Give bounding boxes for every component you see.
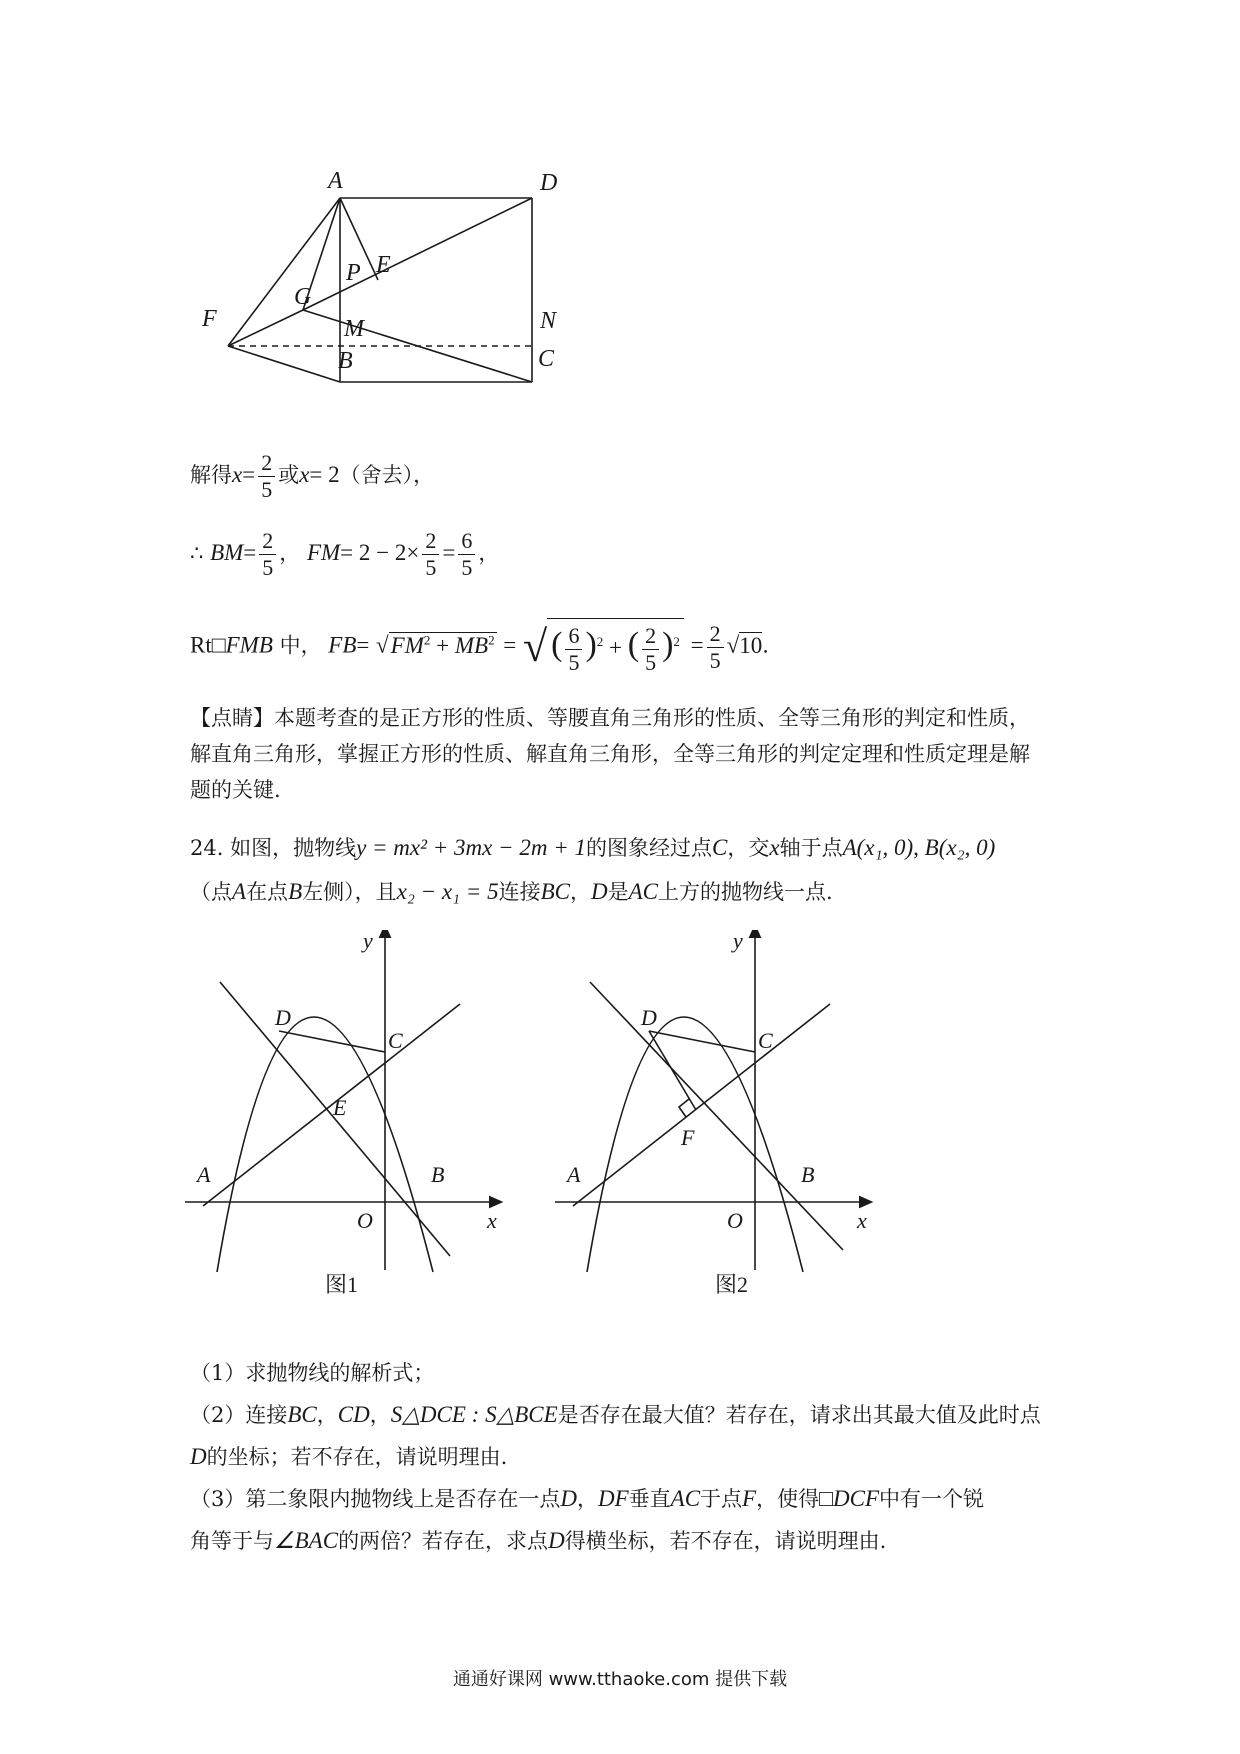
seg-fm: FM	[306, 540, 341, 565]
fraction-bm: $\frac{2}{5}$	[259, 528, 276, 581]
fig1-label-B: B	[431, 1162, 445, 1187]
comment-line-3: 题的关键.	[190, 778, 281, 802]
seg-bm: BM	[210, 540, 244, 565]
fig2-label-A: A	[567, 1162, 581, 1187]
text-sep: ，	[279, 541, 301, 565]
solution-line-1	[190, 450, 434, 503]
label-D: D	[540, 170, 558, 196]
question-2-line-2: D的坐标；若不存在，请说明理由.	[190, 1444, 508, 1469]
sqrt-ten: √10	[726, 632, 763, 658]
sqrt-expr-2: √ ( $\frac{6}{5}$ )$^2$ + ( $\frac{2}{5}$ )$^2$	[523, 618, 684, 676]
fig2-label-B: B	[801, 1162, 815, 1187]
op-eq: =	[356, 632, 370, 658]
label-G: G	[294, 284, 312, 310]
parabola-equation: y = mx² + 3mx − 2m + 1	[356, 835, 587, 860]
figure-1	[185, 930, 515, 1300]
area-ratio: S△DCE : S△BCE	[390, 1402, 558, 1427]
label-P: P	[346, 260, 361, 286]
triangle-fmb: FMB	[225, 632, 273, 658]
fig1-label-C: C	[388, 1028, 403, 1053]
label-E: E	[376, 252, 391, 278]
comment-paragraph	[190, 700, 1070, 808]
question-1: （1）求抛物线的解析式；	[190, 1361, 435, 1385]
op-eq: =	[242, 462, 256, 487]
problem-24-line-1: 24. 如图，抛物线y = mx² + 3mx − 2m + 1的图象经过点C，交x轴于点A(x₁, 0), B(x₂, 0)	[190, 835, 996, 860]
fig2-label-C: C	[758, 1028, 773, 1053]
fig2-label-x: x	[857, 1208, 867, 1233]
fig1-label-x: x	[487, 1208, 497, 1233]
op-eq3: =	[690, 632, 704, 658]
fig1-label-A: A	[197, 1162, 211, 1187]
label-F: F	[202, 306, 217, 332]
fig2-label-y: y	[733, 930, 743, 953]
fraction: $\frac{2}{5}$	[258, 450, 275, 503]
sqrt-expr-1: $√FM^2 + MB^2$	[376, 631, 495, 658]
fraction-fm: $\frac{2}{5}$	[422, 528, 439, 581]
var-x: x	[232, 462, 243, 487]
figure-2	[555, 930, 885, 1300]
problem-24-line-2: （点A在点B左侧），且x₂ − x₁ = 5连接BC，D是AC上方的抛物线一点.	[190, 879, 833, 904]
therefore-symbol: ∴	[190, 541, 204, 565]
comment-line-2: 解直角三角形，掌握正方形的性质、解直角三角形，全等三角形的判定定理和性质定理是解	[190, 742, 1030, 766]
problem-24	[190, 830, 1070, 910]
op-eq2: =	[503, 632, 517, 658]
fig2-label-O: O	[727, 1208, 743, 1233]
fm-expr: = 2 − 2×	[340, 540, 420, 565]
points-ab: A(x₁, 0), B(x₂, 0)	[842, 835, 996, 860]
fig2-label-F: F	[681, 1125, 695, 1150]
op-eq: =	[243, 540, 257, 565]
label-M: M	[344, 316, 364, 342]
label-A: A	[328, 168, 343, 194]
fig1-label-E: E	[333, 1095, 347, 1120]
fig2-label-D: D	[641, 1005, 657, 1030]
question-3-line-1: （3）第二象限内抛物线上是否存在一点D，DF垂直AC于点F，使得□DCF中有一个锐	[190, 1486, 985, 1511]
rt-symbol: Rt□	[190, 632, 226, 658]
fraction-result: $\frac{2}{5}$	[707, 621, 724, 674]
solution-line-2	[190, 528, 499, 581]
alt-value: = 2	[309, 462, 340, 487]
seg-fb: FB	[328, 632, 357, 658]
fig1-label-D: D	[275, 1005, 291, 1030]
text-end: .	[762, 633, 769, 658]
text-zhong: 中，	[279, 633, 322, 658]
solution-line-3	[190, 618, 769, 676]
op-eq2: =	[442, 540, 456, 565]
question-3-line-2: 角等于与∠BAC的两倍？若存在，求点D得横坐标，若不存在，请说明理由.	[190, 1528, 887, 1553]
text-or: 或	[278, 463, 300, 487]
fraction-fm-result: $\frac{6}{5}$	[458, 528, 475, 581]
comment-line-1: 【点睛】本题考查的是正方形的性质、等腰直角三角形的性质、全等三角形的判定和性质，	[190, 706, 1030, 730]
question-2-line-1: （2）连接BC，CD，S△DCE : S△BCE是否存在最大值？若存在，请求出其最大值及此时点	[190, 1402, 1041, 1427]
fig2-caption: 图2	[715, 1272, 749, 1297]
text-end: ，	[478, 541, 500, 565]
text-note: （舍去），	[339, 463, 435, 487]
fig1-label-O: O	[357, 1208, 373, 1233]
page-footer: 通通好课网 www.tthaoke.com 提供下载	[452, 1669, 788, 1690]
label-C: C	[538, 346, 555, 372]
condition: x₂ − x₁ = 5	[396, 879, 499, 904]
text-prefix: 解得	[190, 463, 232, 487]
label-B: B	[338, 348, 353, 374]
questions	[190, 1352, 1070, 1562]
fig1-caption: 图1	[325, 1272, 359, 1297]
label-N: N	[540, 308, 557, 334]
square-geometry-figure	[190, 160, 590, 420]
fig1-label-y: y	[363, 930, 373, 953]
var-x-alt: x	[299, 462, 310, 487]
